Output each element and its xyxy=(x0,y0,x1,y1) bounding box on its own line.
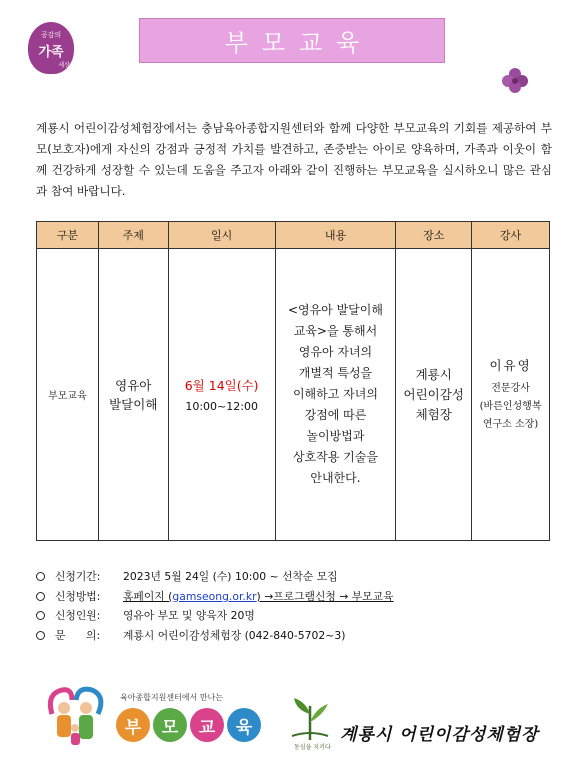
table-header-row xyxy=(37,222,550,249)
homepage-link[interactable]: gamseong.or.kr xyxy=(172,589,257,603)
info-text xyxy=(123,589,393,604)
info-item-period xyxy=(36,567,393,587)
circle-bullet-icon xyxy=(36,611,45,620)
page-title-banner xyxy=(139,18,445,63)
footer-caption: 육아종합지원센터에서 만나는 xyxy=(120,693,224,702)
cell-division: 부모교육 xyxy=(37,249,99,541)
circle-bullet-icon xyxy=(36,592,45,601)
program-table xyxy=(36,221,550,541)
sprout-icon xyxy=(288,696,332,744)
event-date: 6월 14일(수) xyxy=(184,378,259,393)
table-row xyxy=(37,249,550,541)
circle-char: 교 xyxy=(190,708,224,742)
circle-char: 모 xyxy=(153,708,187,742)
org-name: 계룡시 어린이감성체험장 xyxy=(340,725,539,745)
header-content: 내용 xyxy=(275,222,396,249)
clover-icon xyxy=(500,66,530,96)
circle-bullet-icon xyxy=(36,572,45,581)
organization-logo xyxy=(284,696,554,756)
circle-bullet-icon xyxy=(36,631,45,640)
cell-place: 계룡시 어린이감성 체험장 xyxy=(396,249,472,541)
info-label: 신청기간: xyxy=(55,570,101,584)
info-item-method xyxy=(36,587,393,607)
circle-char: 육 xyxy=(227,708,261,742)
circle-char: 부 xyxy=(116,708,150,742)
family-illustration-icon xyxy=(42,684,112,754)
badge-line3: 세상 xyxy=(58,62,70,69)
org-slogan: 동심을 지키다 xyxy=(294,744,331,751)
info-item-capacity xyxy=(36,606,393,626)
event-time: 10:00~12:00 xyxy=(185,400,258,413)
page-title: 부모교육 xyxy=(224,29,374,57)
info-text: 2023년 5월 24일 (수) 10:00 ~ 선착순 모집 xyxy=(123,570,338,584)
info-list xyxy=(36,567,393,645)
info-text: 영유아 부모 및 양육자 20명 xyxy=(123,609,255,623)
info-text-pre: 홈페이지 ( xyxy=(123,589,173,603)
family-badge-logo xyxy=(28,22,74,74)
info-text: 계룡시 어린이감성체험장 (042-840-5702~3) xyxy=(123,628,346,642)
instructor-name: 이유영 xyxy=(489,357,532,373)
parent-education-logo xyxy=(42,684,262,754)
cell-topic: 영유아 발달이해 xyxy=(98,249,168,541)
badge-line1: 공감의 xyxy=(40,31,62,39)
intro-paragraph: 계룡시 어린이감성체험장에서는 충남육아종합지원센터와 함께 다양한 부모교육의 기회를 제공하여 부모(보호자)에게 자신의 강점과 긍정적 가치를 발견하고, 존중받는 아이로 양육하며, 가족과 이웃이 함께 건강하게 성장할 수 있는데 도움을 주고자 아래와 같이 진행하는 부모교육을 실시하오니 많은 관심과 참여 바랍니다. xyxy=(36,121,552,198)
cell-instructor xyxy=(472,249,550,541)
header-instructor: 강사 xyxy=(472,222,550,249)
header-place: 장소 xyxy=(396,222,472,249)
info-label: 문 의: xyxy=(55,628,101,642)
info-label: 신청인원: xyxy=(55,609,101,623)
header-topic: 주제 xyxy=(98,222,168,249)
header-division: 구분 xyxy=(37,222,99,249)
badge-line2: 가족 xyxy=(38,45,64,60)
header-date: 일시 xyxy=(168,222,275,249)
instructor-role: 전문강사 (바른인성행복 연구소 소장) xyxy=(479,382,542,430)
cell-content: <영유아 발달이해 교육>을 통해서 영유아 자녀의 개별적 특성을 이해하고 자녀의 강점에 따른 놀이방법과 상호작용 기술을 안내한다. xyxy=(275,249,396,541)
info-label: 신청방법: xyxy=(55,589,101,603)
parent-education-circles xyxy=(116,708,264,742)
info-text-post: ) →프로그램신청 → 부모교육 xyxy=(256,589,394,603)
cell-date xyxy=(168,249,275,541)
info-item-contact xyxy=(36,626,393,646)
